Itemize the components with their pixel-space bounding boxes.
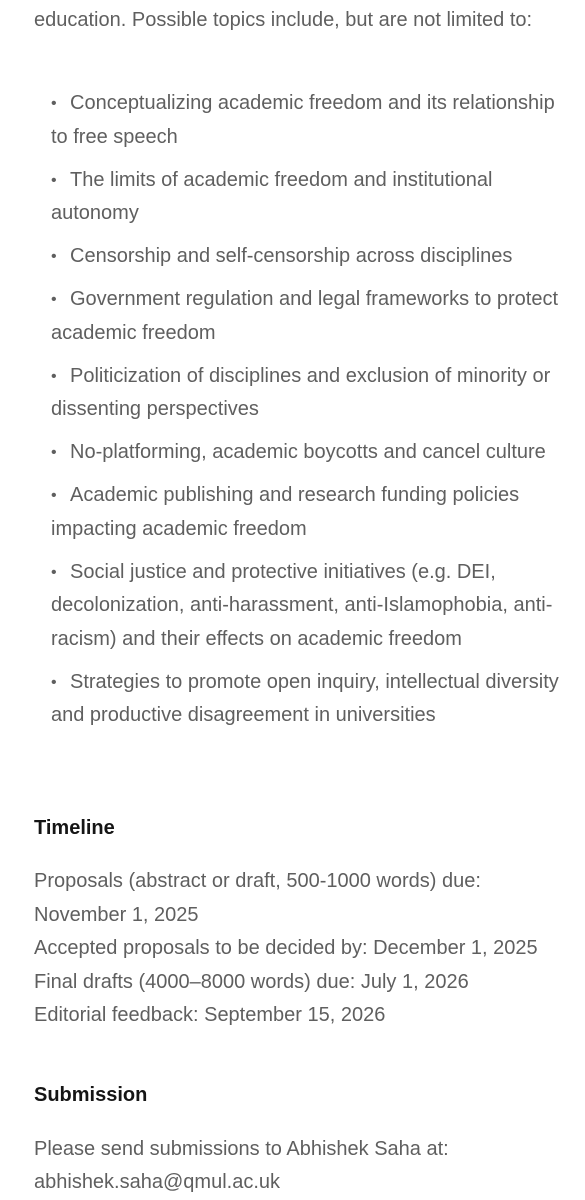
- intro-text: education. Possible topics include, but are not limited to:: [34, 9, 533, 31]
- email-link[interactable]: abhishek.saha@qmul.ac.uk: [34, 1171, 280, 1193]
- topic-text: Censorship and self-censorship across disciplines: [70, 245, 513, 267]
- bullet-icon: •: [51, 487, 57, 504]
- timeline-line: November 1, 2025: [34, 903, 199, 926]
- topic-text: Conceptualizing academic freedom and its relationship to free speech: [51, 92, 555, 148]
- topic-text: Politicization of disciplines and exclusion of minority or dissenting perspectives: [51, 364, 551, 420]
- topic-text: No-platforming, academic boycotts and cancel culture: [70, 441, 546, 463]
- bullet-icon: •: [51, 171, 57, 189]
- timeline-section: [34, 865, 574, 1033]
- topic-text: Strategies to promote open inquiry, intellectual diversity and productive disagreement in universities: [51, 670, 559, 726]
- topics-list: [51, 87, 571, 742]
- bullet-icon: •: [51, 291, 57, 308]
- bullet-icon: •: [51, 563, 57, 581]
- timeline-line: Final drafts (4000–8000 words) due: July 1, 2026: [34, 970, 469, 993]
- topic-text: Academic publishing and research funding policies impacting academic freedom: [51, 484, 520, 540]
- list-item: [51, 360, 571, 427]
- list-item: [51, 164, 571, 231]
- submission-section: [34, 1133, 574, 1199]
- timeline-line: Proposals (abstract or draft, 500-1000 words) due:: [34, 870, 481, 892]
- timeline-line: Accepted proposals to be decided by: December 1, 2025: [34, 937, 538, 959]
- list-item: [51, 87, 571, 154]
- submission-text: Please send submissions to Abhishek Saha at:: [34, 1138, 449, 1160]
- topic-text: The limits of academic freedom and institutional autonomy: [51, 168, 493, 224]
- topic-text: Government regulation and legal frameworks to protect academic freedom: [51, 288, 559, 344]
- timeline-heading: Timeline: [34, 817, 115, 839]
- bullet-icon: •: [51, 248, 57, 265]
- list-item: [51, 283, 571, 350]
- topic-text: Social justice and protective initiatives (e.g. DEI, decolonization, anti-harassment, anti-Islamophobia, anti-racism) and their effects on academic freedom: [51, 560, 553, 650]
- submission-heading: Submission: [34, 1084, 148, 1106]
- bullet-icon: •: [51, 95, 57, 112]
- list-item: [51, 556, 571, 657]
- list-item: [51, 479, 571, 546]
- bullet-icon: •: [51, 673, 57, 691]
- bullet-icon: •: [51, 444, 57, 461]
- list-item: [51, 666, 571, 733]
- timeline-line: Editorial feedback: September 15, 2026: [34, 1004, 386, 1026]
- bullet-icon: •: [51, 367, 57, 385]
- list-item: [51, 436, 571, 470]
- list-item: [51, 240, 571, 274]
